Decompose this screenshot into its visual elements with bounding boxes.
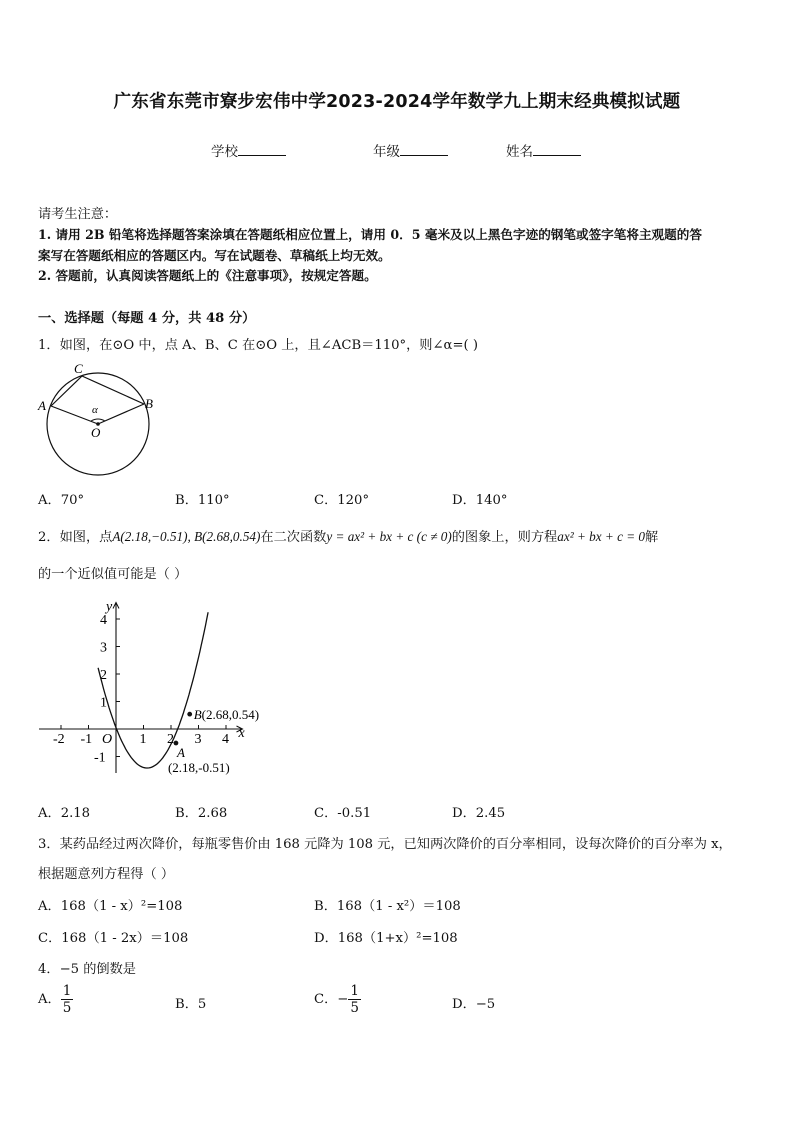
q3-option-b: B．168（1 - x²）＝108 xyxy=(314,899,461,914)
q2-y-tick-label: 3 xyxy=(100,640,107,656)
q4-option-a-denominator: 5 xyxy=(62,1000,72,1016)
notice-heading: 请考生注意： xyxy=(38,207,118,222)
q3-option-c: C．168（1 - 2x）＝108 xyxy=(38,931,189,946)
q2-mid2: 的图象上，则方程 xyxy=(451,530,558,545)
q2-option-d: D．2.45 xyxy=(452,806,506,821)
q3-line-2: 根据题意列方程得（ ） xyxy=(38,867,175,882)
q2-mid: 在二次函数 xyxy=(260,530,327,545)
school-blank xyxy=(238,143,286,156)
name-label: 姓名 xyxy=(506,144,533,160)
q4-option-d: D．−5 xyxy=(452,997,496,1012)
grade-field xyxy=(373,140,448,160)
q2-y-tick-label: 4 xyxy=(100,613,107,628)
q4-option-b: B．5 xyxy=(175,997,207,1012)
notice-line-1a: 1. 请用 2B 铅笔将选择题答案涂填在答题纸相应位置上，请用 0．5 毫米及以上黑色字迹的钢笔或签字笔将主观题的答 xyxy=(38,227,702,242)
q2-option-b: B．2.68 xyxy=(175,806,228,821)
page-title: 广东省东莞市寮步宏伟中学2023-2024学年数学九上期末经典模拟试题 xyxy=(113,92,681,112)
notice-line-1b: 案写在答题纸相应的答题区内。写在试题卷、草稿纸上均无效。 xyxy=(38,248,391,263)
q2-y-tick-label: 1 xyxy=(100,695,107,711)
q2-prefix: 2．如图，点 xyxy=(38,530,113,545)
q4-option-a xyxy=(38,983,73,1016)
name-field xyxy=(506,140,581,160)
school-field xyxy=(211,140,286,160)
grade-label: 年级 xyxy=(373,144,400,160)
q2-x-tick-label: -2 xyxy=(53,732,65,747)
q4-text: 4．−5 的倒数是 xyxy=(38,962,136,977)
q2-point-a-label: A xyxy=(176,745,185,761)
q4-option-a-fraction xyxy=(61,983,74,1016)
q4-option-c-numerator: 1 xyxy=(350,983,359,999)
q4-option-c-label: C．− xyxy=(314,992,349,1007)
q2-y-tick-label: -1 xyxy=(94,750,106,766)
q2-suffix: 解 xyxy=(645,530,659,545)
q1-option-c: C．120° xyxy=(314,493,370,508)
q2-y-axis-label: y xyxy=(106,599,113,615)
q1-option-d: D．140° xyxy=(452,493,508,508)
q2-point-b xyxy=(187,712,192,717)
section-heading: 一、选择题（每题 4 分，共 48 分） xyxy=(38,311,256,326)
q3-option-a: A．168（1 - x）²=108 xyxy=(38,899,183,914)
q2-point-b-label: B(2.68,0.54) xyxy=(193,707,260,723)
q2-parabola-curve xyxy=(98,612,208,768)
q1-text: 1．如图，在⊙O 中，点 A、B、C 在⊙O 上，且∠ACB＝110°，则∠α=( ) xyxy=(38,338,478,353)
q2-x-tick-label: 2 xyxy=(167,732,174,747)
q2-line-1 xyxy=(38,526,658,545)
q2-x-tick-label: -1 xyxy=(80,732,93,747)
notice-line-2: 2. 答题前，认真阅读答题纸上的《注意事项》，按规定答题。 xyxy=(38,268,377,283)
q3-option-d: D．168（1+x）²=108 xyxy=(314,931,458,946)
q2-x-tick-label: 4 xyxy=(222,732,229,747)
q1-circle-figure xyxy=(34,360,164,480)
q2-x-tick-label: 1 xyxy=(139,732,147,747)
q1-label-a: A xyxy=(38,398,46,413)
q2-axes xyxy=(39,603,243,774)
q2-y-tick-label: 2 xyxy=(100,668,107,683)
q1-label-alpha: α xyxy=(92,404,98,416)
q2-x-tick-label: O xyxy=(102,732,113,747)
q2-x-tick-label: 3 xyxy=(194,732,202,747)
q1-option-b: B．110° xyxy=(175,493,230,508)
q1-label-b: B xyxy=(145,396,153,411)
q1-label-c: C xyxy=(74,361,83,376)
q2-option-c: C．-0.51 xyxy=(314,806,372,821)
name-blank xyxy=(533,143,581,156)
q4-option-c-denominator: 5 xyxy=(350,1000,359,1016)
school-label: 学校 xyxy=(211,144,238,160)
q1-label-o: O xyxy=(91,425,101,440)
q4-option-a-label: A． xyxy=(38,992,61,1007)
q2-line-2: 的一个近似值可能是（ ） xyxy=(38,567,188,582)
q2-function: y = ax² + bx + c (c ≠ 0) xyxy=(326,529,452,544)
q2-point-a-coord: (2.18,-0.51) xyxy=(167,760,230,776)
q2-tick-labels xyxy=(53,600,246,766)
q4-option-c-fraction xyxy=(348,983,361,1016)
q1-option-a: A．70° xyxy=(38,493,85,508)
q4-option-a-numerator: 1 xyxy=(62,983,72,999)
q2-x-axis-label: x xyxy=(238,726,245,741)
q2-points: A(2.18,−0.51), B(2.68,0.54) xyxy=(112,529,261,544)
q2-option-a: A．2.18 xyxy=(38,806,91,821)
q2-parabola-chart xyxy=(34,588,284,803)
grade-blank xyxy=(400,143,448,156)
q2-equation: ax² + bx + c = 0 xyxy=(557,529,646,544)
q3-line-1: 3．某药品经过两次降价，每瓶零售价由 168 元降为 108 元，已知两次降价的百分率相同，设每次降价的百分率为 x， xyxy=(38,837,732,852)
q4-option-c xyxy=(314,983,361,1016)
